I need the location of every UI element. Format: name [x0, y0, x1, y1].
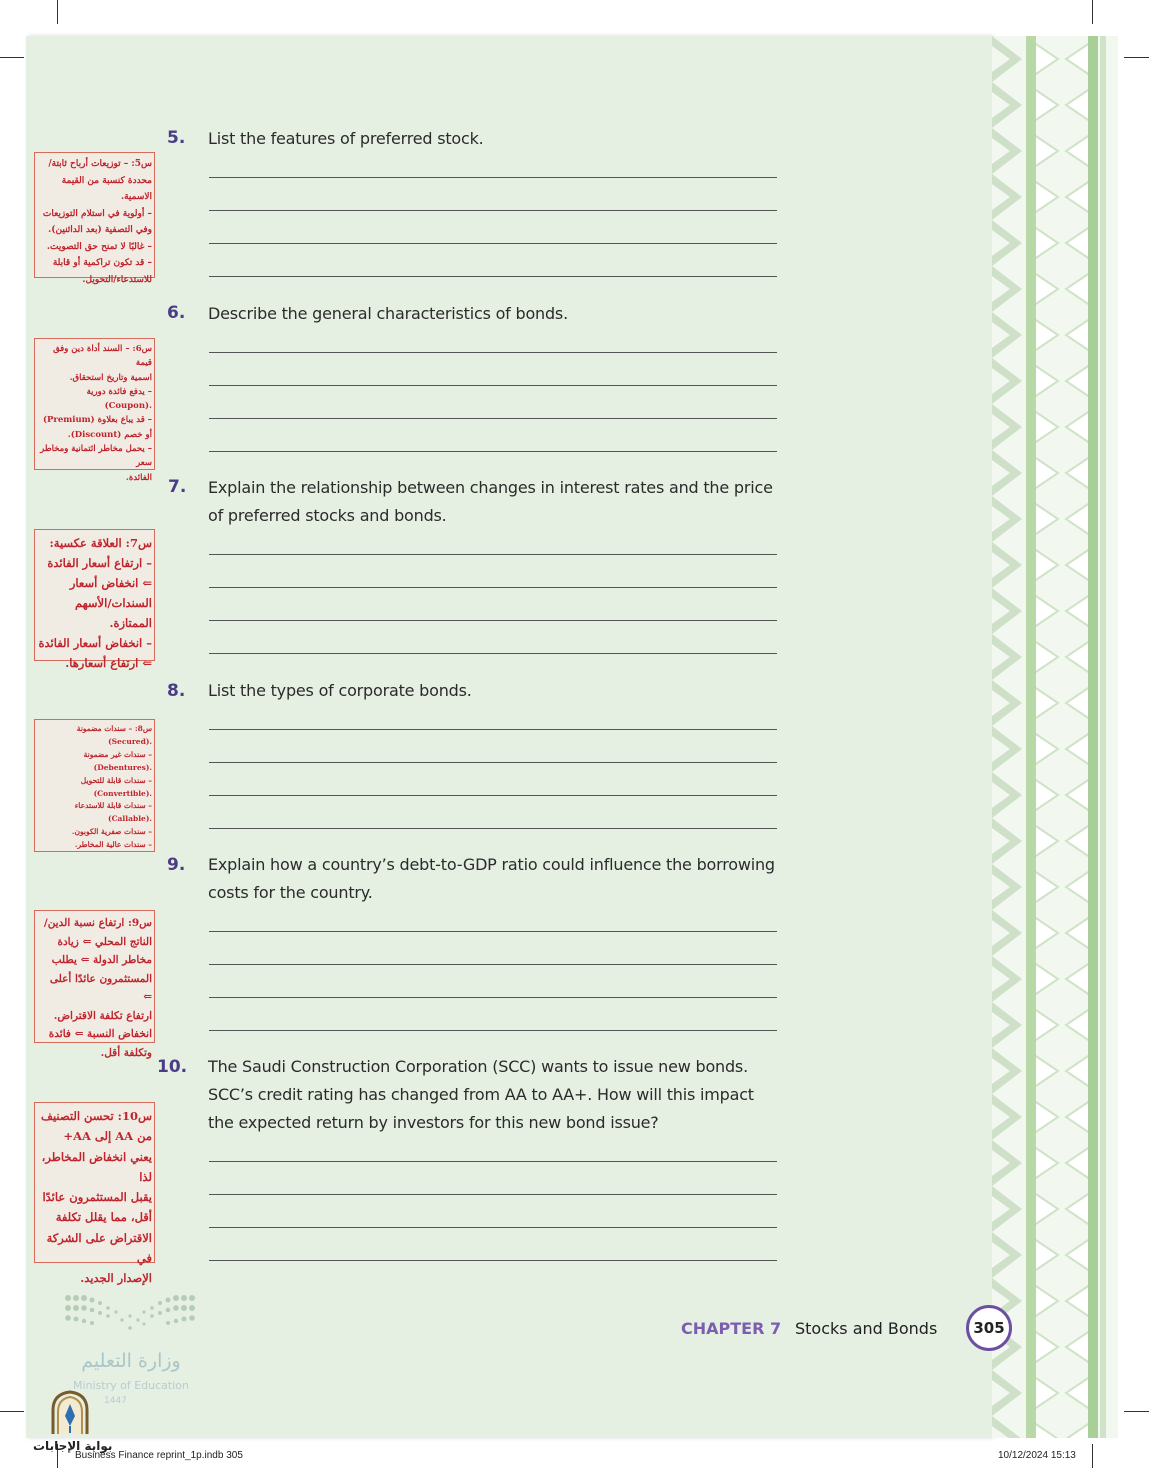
chapter-title: Stocks and Bonds [795, 1319, 938, 1338]
crop-mark [0, 57, 24, 58]
ministry-name-arabic: وزارة التعليم [81, 1350, 181, 1372]
question-number: 9. [167, 855, 186, 875]
page-number: 305 [966, 1305, 1012, 1351]
answer-line[interactable] [209, 418, 777, 419]
question-number: 7. [168, 477, 187, 497]
crop-mark [0, 1411, 24, 1412]
answer-line[interactable] [209, 653, 777, 654]
handwritten-answer-note: س7: العلاقة عكسية: – ارتفاع أسعار الفائدة ⇐ انخفاض أسعار السندات/الأسهم الممتازة. – انخفاض أسعار الفائدة ⇐ ارتفاع أسعارها. [34, 529, 155, 661]
answer-line[interactable] [209, 828, 777, 829]
question-text: Describe the general characteristics of bonds. [208, 304, 568, 323]
answer-line[interactable] [209, 554, 777, 555]
answer-line[interactable] [209, 210, 777, 211]
answer-line[interactable] [209, 620, 777, 621]
answer-line[interactable] [209, 997, 777, 998]
answer-line[interactable] [209, 762, 777, 763]
crop-mark [57, 0, 58, 24]
answer-line[interactable] [209, 243, 777, 244]
answer-line[interactable] [209, 1194, 777, 1195]
handwritten-answer-note: س8: – سندات مضمونة .(Secured) – سندات غير مضمونة .(Debentures) – سندات قابلة للتحويل .(Convertible) – سندات قابلة للاستدعاء .(Callable) – سندات صفرية الكوبون. – سندات عالية المخاطر. [34, 719, 155, 852]
crop-mark [1124, 57, 1149, 58]
ministry-year: 1447 [104, 1396, 127, 1406]
print-slug-timestamp: 10/12/2024 15:13 [998, 1450, 1076, 1461]
crop-mark [1124, 1411, 1149, 1412]
handwritten-answer-note: س6: – السند أداة دين وفق قيمة اسمية وتاريخ استحقاق. – يدفع فائدة دورية .(Coupon) – قد يباع بعلاوة (Premium) أو خصم (Discount). – يحمل مخاطر ائتمانية ومخاطر سعر الفائدة. [34, 338, 155, 470]
answer-line[interactable] [209, 931, 777, 932]
crop-mark [1092, 0, 1093, 24]
answer-line[interactable] [209, 1030, 777, 1031]
answer-line[interactable] [209, 1161, 777, 1162]
answer-line[interactable] [209, 587, 777, 588]
handwritten-answer-note: س5: – توزيعات أرباح ثابتة/ محددة كنسبة من القيمة الاسمية. – أولوية في استلام التوزيعات وفي التصفية (بعد الدائنين). – غالبًا لا تمنح حق التصويت. – قد تكون تراكمية أو قابلة للاستدعاء/التحويل. [34, 152, 155, 278]
question-text: List the features of preferred stock. [208, 129, 484, 148]
question-text: List the types of corporate bonds. [208, 681, 472, 700]
answer-line[interactable] [209, 385, 777, 386]
answer-line[interactable] [209, 177, 777, 178]
question-number: 5. [167, 128, 186, 148]
question-text: Explain the relationship between changes in interest rates and the price of preferred stocks and bonds. [208, 478, 773, 525]
answer-line[interactable] [209, 1260, 777, 1261]
question-text: The Saudi Construction Corporation (SCC) wants to issue new bonds. SCC’s credit rating has changed from AA to AA+. How will this impact the expected return by investors for this new bond issue? [208, 1057, 754, 1132]
crop-mark [1092, 1444, 1093, 1468]
question-number: 6. [167, 303, 186, 323]
ministry-logo-dots-icon [60, 1290, 200, 1336]
answers-portal-logo-icon [47, 1390, 93, 1436]
question-number: 8. [167, 681, 186, 701]
print-slug-file: Business Finance reprint_1p.indb 305 [75, 1450, 243, 1461]
answer-line[interactable] [209, 276, 777, 277]
answer-line[interactable] [209, 1227, 777, 1228]
answer-line[interactable] [209, 964, 777, 965]
ministry-name-english: Ministry of Education [72, 1379, 189, 1392]
answer-line[interactable] [209, 795, 777, 796]
question-text: Explain how a country’s debt-to-GDP ratio could influence the borrowing costs for the country. [208, 855, 775, 902]
watermark-text: بوابة الإجابات [33, 1439, 113, 1453]
handwritten-answer-note: س10: تحسن التصنيف من AA إلى AA+ يعني انخفاض المخاطر، لذا يقبل المستثمرون عائدًا أقل، مما يقلل تكلفة الاقتراض على الشركة في الإصدار الجديد. [34, 1102, 155, 1263]
answer-line[interactable] [209, 352, 777, 353]
decorative-side-band [992, 36, 1118, 1438]
answer-line[interactable] [209, 451, 777, 452]
question-number: 10. [157, 1057, 188, 1077]
diamond-pattern-icon [992, 36, 1118, 1438]
chapter-label: CHAPTER 7 [681, 1319, 782, 1338]
handwritten-answer-note: س9: ارتفاع نسبة الدين/ الناتج المحلي ⇐ زيادة مخاطر الدولة ⇐ يطلب المستثمرون عائدًا أعلى ⇐ ارتفاع تكلفة الاقتراض. انخفاض النسبة ⇐ فائدة وتكلفة أقل. [34, 910, 155, 1043]
answer-line[interactable] [209, 729, 777, 730]
